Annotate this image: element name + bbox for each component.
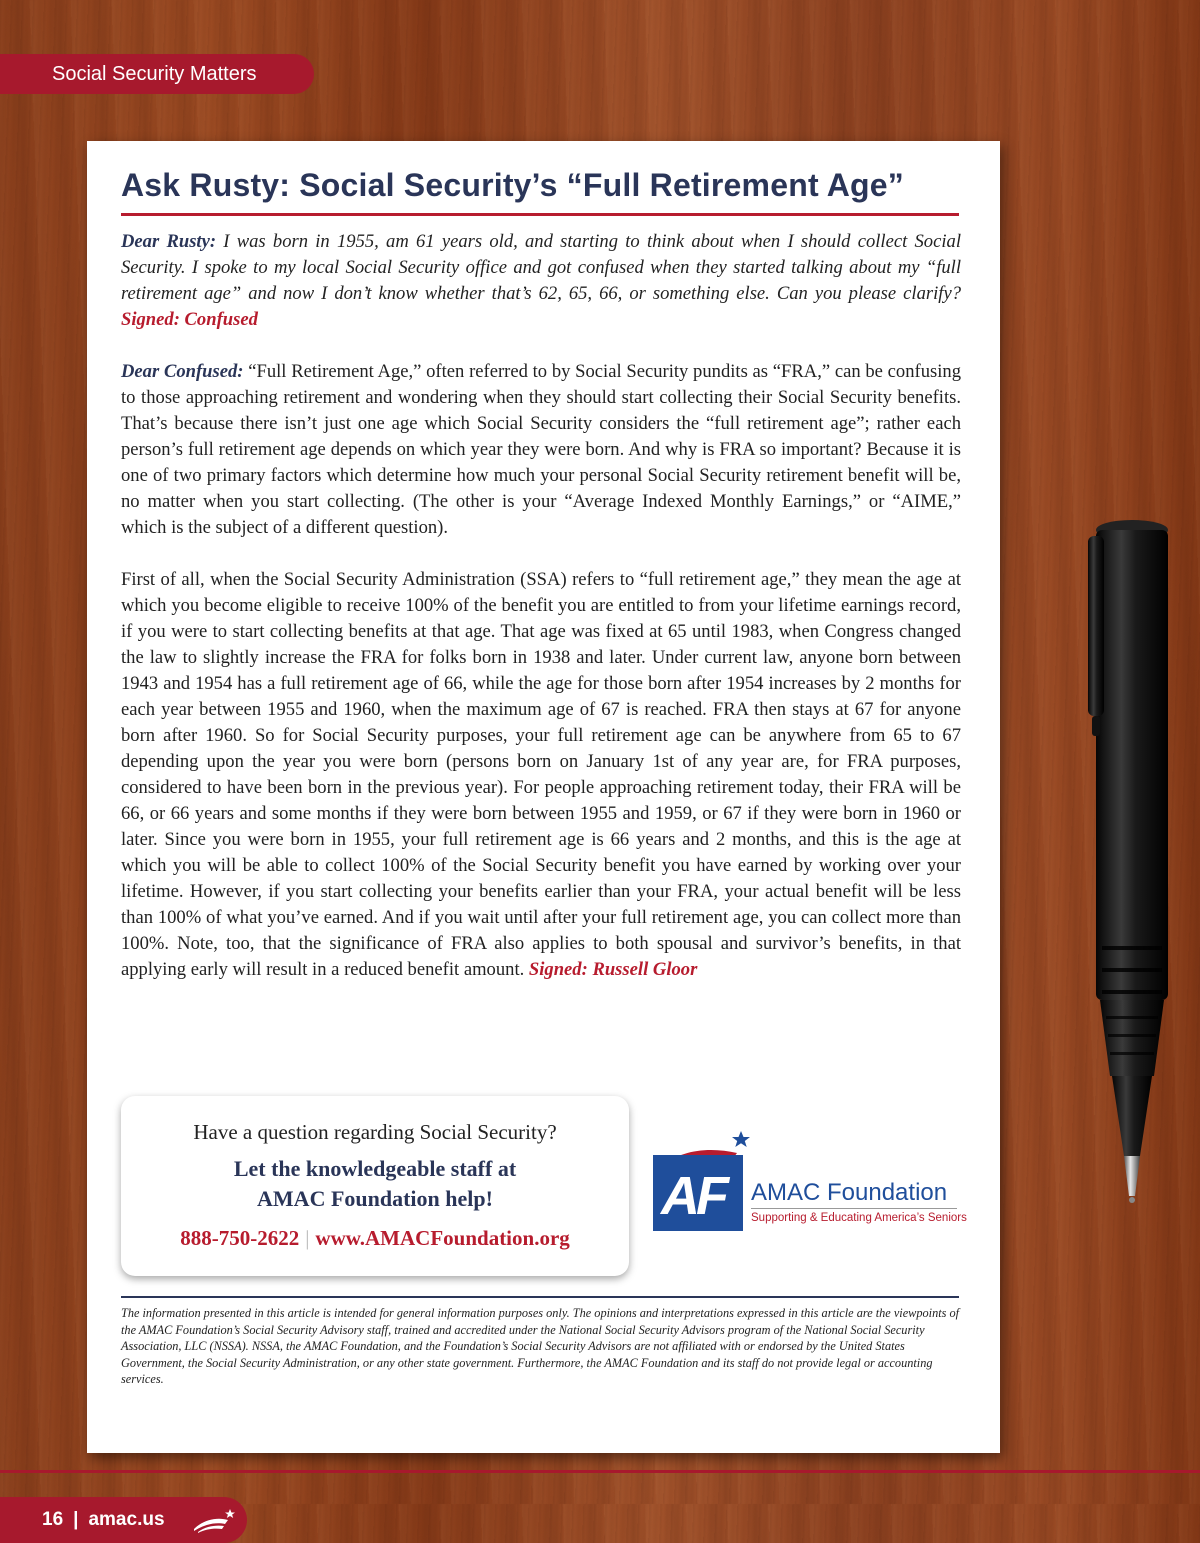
disclaimer-text: The information presented in this article is intended for general information purposes only. The opinions and interpretations expressed in this article are the viewpoints of the AMAC Foundation’s Social Security Advisory staff, trained and accredited under the National Social Security Advisors program of the National Social Security Association, LLC (NSSA). NSSA, the AMAC Foundation, and the Foundation’s Social Security Advisors are not affiliated with or endorsed by the United States Government, the Social Security Administration, or any other state government. Furthermore, the AMAC Foundation and its staff do not provide legal or accounting services. xyxy=(121,1306,960,1386)
page-number: 16 xyxy=(42,1509,64,1530)
section-label: Social Security Matters xyxy=(0,54,314,94)
callout-help-line-2: AMAC Foundation help! xyxy=(257,1186,493,1211)
logo-divider xyxy=(751,1208,957,1209)
contact-separator: | xyxy=(305,1226,310,1250)
title-divider xyxy=(121,213,959,216)
logo-tagline: Supporting & Educating America’s Seniors xyxy=(751,1212,967,1224)
pen-image xyxy=(1082,516,1172,1216)
answer-signature: Signed: Russell Gloor xyxy=(528,959,698,980)
answer-text-1: “Full Retirement Age,” often referred to by Social Security pundits as “FRA,” can be confusing to those approaching retirement and wondering when they should start collecting their Social Security benefits. That’s because there isn’t just one age which Social Security considers the “full retirement age”; rather each person’s full retirement age depends on which year they were born. And why is FRA so important? Because it is one of two primary factors which determine how much your personal Social Security retirement benefit will be, no matter when you start collecting. (The other is your “Average Indexed Monthly Earnings,” or “AIME,” which is the subject of a different question). xyxy=(121,361,961,538)
answer-salutation: Dear Confused: xyxy=(121,361,244,382)
phone-link[interactable]: 888-750-2622 xyxy=(180,1226,300,1250)
article-page xyxy=(87,141,1000,1453)
amac-foundation-logo xyxy=(653,1131,967,1241)
answer-paragraph-1 xyxy=(121,359,961,541)
logo-name: AMAC Foundation xyxy=(751,1179,948,1206)
question-paragraph xyxy=(121,229,961,333)
question-signature: Signed: Confused xyxy=(121,309,258,330)
contact-callout xyxy=(121,1096,629,1276)
footer-rule xyxy=(0,1470,1200,1473)
disclaimer-divider xyxy=(121,1296,959,1298)
question-salutation: Dear Rusty: xyxy=(121,231,217,252)
answer-text-2: First of all, when the Social Security Administration (SSA) refers to “full retirement age,” they mean the age at which you become eligible to receive 100% of the benefit you are entitled to from your lifetime earnings record, if you were to start collecting benefits at that age. That age was fixed at 65 until 1983, when Congress changed the law to slightly increase the FRA for folks born in 1938 and later. Under current law, anyone born between 1943 and 1954 has a full retirement age of 66, while the age for those born after 1954 increases by 2 months for each year between 1955 and 1960, when the maximum age of 67 is reached. FRA then stays at 67 for anyone born after 1960. So for Social Security purposes, your full retirement age can be anywhere from 65 to 67 depending upon the year you were born (persons born on January 1st of any year are, for FRA purposes, considered to have been born in the previous year). For people approaching retirement today, their FRA will be 66, or 66 years and some months if they were born between 1955 and 1959, or 67 if they were born in 1960 or later. Since you were born in 1955, your full retirement age is 66 years and 2 months, and this is the age at which you will be able to collect 100% of the Social Security benefit you have earned by working over your lifetime. However, if you start collecting your benefits earlier than your FRA, your actual benefit will be less than 100% of what you’ve earned. And if you wait until after your full retirement age, you can collect more than 100%. Note, too, that the significance of FRA also applies to both spousal and survivor’s benefits, in that applying early will result in a reduced benefit amount. xyxy=(121,569,961,980)
website-link[interactable]: www.AMACFoundation.org xyxy=(315,1226,570,1250)
af-badge-text: AF xyxy=(661,1166,725,1226)
article-title: Ask Rusty: Social Security’s “Full Retirement Age” xyxy=(121,167,904,203)
question-text: I was born in 1955, am 61 years old, and starting to think about when I should collect Social Security. I spoke to my local Social Security office and got confused when they started talking about my “full retirement age” and now I don’t know whether that’s 62, 65, 66, or something else. Can you please clarify? xyxy=(121,231,961,304)
footer-separator: | xyxy=(73,1509,79,1530)
amac-swoosh-star-icon xyxy=(192,1509,236,1533)
article-body xyxy=(121,229,961,1009)
callout-help-line-1: Let the knowledgeable staff at xyxy=(233,1156,517,1181)
callout-question: Have a question regarding Social Security? xyxy=(193,1120,557,1144)
site-link[interactable]: amac.us xyxy=(88,1509,165,1530)
callout-contact xyxy=(121,1226,629,1251)
callout-help xyxy=(121,1154,629,1214)
answer-paragraph-2 xyxy=(121,567,961,983)
af-badge xyxy=(653,1155,743,1231)
